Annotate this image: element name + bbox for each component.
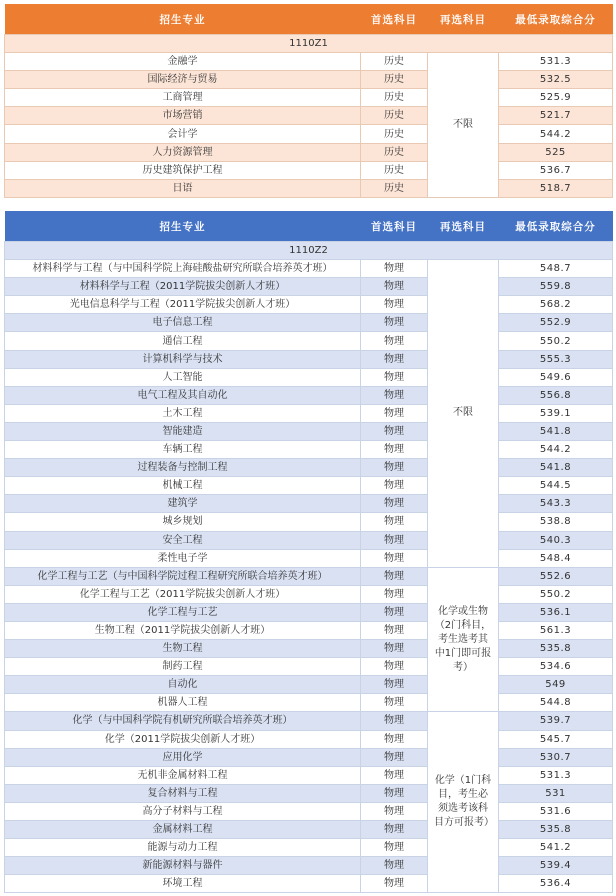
major-name: 新能源材料与器件 — [5, 857, 361, 875]
table-row — [5, 730, 613, 748]
major-name: 车辆工程 — [5, 441, 361, 459]
min-score: 521.7 — [499, 107, 613, 125]
table-row — [5, 107, 613, 125]
first-subject: 物理 — [361, 821, 428, 839]
table-row — [5, 875, 613, 893]
table-row — [5, 89, 613, 107]
table-row — [5, 567, 613, 585]
table-row — [5, 495, 613, 513]
first-subject: 物理 — [361, 332, 428, 350]
first-subject: 物理 — [361, 422, 428, 440]
table-header-row — [5, 211, 613, 242]
min-score: 530.7 — [499, 748, 613, 766]
major-name: 建筑学 — [5, 495, 361, 513]
table-row — [5, 513, 613, 531]
table-row — [5, 821, 613, 839]
table-row — [5, 802, 613, 820]
min-score: 535.8 — [499, 640, 613, 658]
table-row — [5, 404, 613, 422]
first-subject: 物理 — [361, 531, 428, 549]
table-row — [5, 278, 613, 296]
first-subject: 物理 — [361, 278, 428, 296]
major-name: 能源与动力工程 — [5, 839, 361, 857]
header-major: 招生专业 — [5, 4, 361, 35]
admission-table-physics — [4, 211, 613, 893]
major-name: 智能建造 — [5, 422, 361, 440]
table-row — [5, 712, 613, 730]
group-code: 1110Z2 — [5, 242, 613, 260]
first-subject: 物理 — [361, 368, 428, 386]
major-name: 机械工程 — [5, 477, 361, 495]
major-name: 化学工程与工艺 — [5, 603, 361, 621]
major-name: 金融学 — [5, 53, 361, 71]
table-header-row — [5, 4, 613, 35]
min-score: 525 — [499, 143, 613, 161]
first-subject: 物理 — [361, 694, 428, 712]
table-row — [5, 350, 613, 368]
table-row — [5, 621, 613, 639]
first-subject: 历史 — [361, 107, 428, 125]
table-row — [5, 531, 613, 549]
table-row — [5, 477, 613, 495]
table-row — [5, 748, 613, 766]
min-score: 531.6 — [499, 802, 613, 820]
table-row — [5, 296, 613, 314]
major-name: 人力资源管理 — [5, 143, 361, 161]
min-score: 531.3 — [499, 766, 613, 784]
major-name: 会计学 — [5, 125, 361, 143]
min-score: 552.6 — [499, 567, 613, 585]
first-subject: 物理 — [361, 567, 428, 585]
min-score: 531.3 — [499, 53, 613, 71]
min-score: 548.4 — [499, 549, 613, 567]
header-major: 招生专业 — [5, 211, 361, 242]
first-subject: 历史 — [361, 143, 428, 161]
first-subject: 物理 — [361, 549, 428, 567]
major-name: 环境工程 — [5, 875, 361, 893]
major-name: 金属材料工程 — [5, 821, 361, 839]
major-name: 过程装备与控制工程 — [5, 459, 361, 477]
first-subject: 物理 — [361, 621, 428, 639]
major-name: 生物工程 — [5, 640, 361, 658]
first-subject: 历史 — [361, 125, 428, 143]
major-name: 生物工程（2011学院拔尖创新人才班） — [5, 621, 361, 639]
table-row — [5, 368, 613, 386]
major-name: 机器人工程 — [5, 694, 361, 712]
second-subject-requirement: 化学或生物（2门科目，考生选考其中1门即可报考） — [428, 567, 499, 712]
table-row — [5, 676, 613, 694]
major-name: 人工智能 — [5, 368, 361, 386]
min-score: 541.8 — [499, 459, 613, 477]
first-subject: 物理 — [361, 676, 428, 694]
major-name: 化学（与中国科学院有机研究所联合培养英才班） — [5, 712, 361, 730]
min-score: 548.7 — [499, 260, 613, 278]
table-row — [5, 694, 613, 712]
min-score: 556.8 — [499, 386, 613, 404]
major-name: 材料科学与工程（2011学院拔尖创新人才班） — [5, 278, 361, 296]
table-row — [5, 857, 613, 875]
first-subject: 历史 — [361, 89, 428, 107]
first-subject: 物理 — [361, 477, 428, 495]
first-subject: 物理 — [361, 260, 428, 278]
major-name: 化学（2011学院拔尖创新人才班） — [5, 730, 361, 748]
min-score: 531 — [499, 784, 613, 802]
min-score: 536.7 — [499, 161, 613, 179]
first-subject: 物理 — [361, 802, 428, 820]
table-row — [5, 766, 613, 784]
major-name: 应用化学 — [5, 748, 361, 766]
min-score: 568.2 — [499, 296, 613, 314]
min-score: 561.3 — [499, 621, 613, 639]
first-subject: 物理 — [361, 350, 428, 368]
table-row — [5, 549, 613, 567]
table-row — [5, 161, 613, 179]
first-subject: 物理 — [361, 730, 428, 748]
table-row — [5, 603, 613, 621]
major-name: 柔性电子学 — [5, 549, 361, 567]
min-score: 544.2 — [499, 125, 613, 143]
min-score: 532.5 — [499, 71, 613, 89]
first-subject: 物理 — [361, 784, 428, 802]
header-min-score: 最低录取综合分 — [499, 211, 613, 242]
min-score: 550.2 — [499, 585, 613, 603]
table-row — [5, 441, 613, 459]
min-score: 549 — [499, 676, 613, 694]
first-subject: 物理 — [361, 314, 428, 332]
first-subject: 物理 — [361, 513, 428, 531]
major-name: 化学工程与工艺（与中国科学院过程工程研究所联合培养英才班） — [5, 567, 361, 585]
group-code-row — [5, 35, 613, 53]
major-name: 化学工程与工艺（2011学院拔尖创新人才班） — [5, 585, 361, 603]
min-score: 552.9 — [499, 314, 613, 332]
table-row — [5, 179, 613, 197]
min-score: 534.6 — [499, 658, 613, 676]
first-subject: 物理 — [361, 766, 428, 784]
major-name: 市场营销 — [5, 107, 361, 125]
header-first-subject: 首选科目 — [361, 211, 428, 242]
min-score: 555.3 — [499, 350, 613, 368]
major-name: 电气工程及其自动化 — [5, 386, 361, 404]
first-subject: 历史 — [361, 71, 428, 89]
second-subject-requirement: 化学（1门科目，考生必须选考该科目方可报考） — [428, 712, 499, 893]
min-score: 518.7 — [499, 179, 613, 197]
min-score: 550.2 — [499, 332, 613, 350]
second-subject-requirement: 不限 — [428, 53, 499, 198]
admission-table-history — [4, 4, 613, 198]
table-row — [5, 332, 613, 350]
header-second-subject: 再选科目 — [428, 4, 499, 35]
major-name: 城乡规划 — [5, 513, 361, 531]
first-subject: 物理 — [361, 585, 428, 603]
major-name: 历史建筑保护工程 — [5, 161, 361, 179]
min-score: 544.2 — [499, 441, 613, 459]
major-name: 复合材料与工程 — [5, 784, 361, 802]
table-row — [5, 784, 613, 802]
table-row — [5, 125, 613, 143]
major-name: 高分子材料与工程 — [5, 802, 361, 820]
first-subject: 物理 — [361, 404, 428, 422]
first-subject: 历史 — [361, 53, 428, 71]
first-subject: 物理 — [361, 640, 428, 658]
first-subject: 物理 — [361, 712, 428, 730]
min-score: 541.8 — [499, 422, 613, 440]
min-score: 535.8 — [499, 821, 613, 839]
min-score: 544.8 — [499, 694, 613, 712]
group-code-row — [5, 242, 613, 260]
table-row — [5, 53, 613, 71]
first-subject: 物理 — [361, 296, 428, 314]
major-name: 计算机科学与技术 — [5, 350, 361, 368]
min-score: 539.1 — [499, 404, 613, 422]
major-name: 通信工程 — [5, 332, 361, 350]
min-score: 539.7 — [499, 712, 613, 730]
first-subject: 物理 — [361, 495, 428, 513]
header-min-score: 最低录取综合分 — [499, 4, 613, 35]
header-first-subject: 首选科目 — [361, 4, 428, 35]
min-score: 541.2 — [499, 839, 613, 857]
table-row — [5, 260, 613, 278]
major-name: 材料科学与工程（与中国科学院上海硅酸盐研究所联合培养英才班） — [5, 260, 361, 278]
table-row — [5, 640, 613, 658]
major-name: 国际经济与贸易 — [5, 71, 361, 89]
min-score: 536.1 — [499, 603, 613, 621]
first-subject: 历史 — [361, 179, 428, 197]
min-score: 559.8 — [499, 278, 613, 296]
major-name: 土木工程 — [5, 404, 361, 422]
min-score: 540.3 — [499, 531, 613, 549]
table-row — [5, 143, 613, 161]
header-second-subject: 再选科目 — [428, 211, 499, 242]
first-subject: 物理 — [361, 386, 428, 404]
major-name: 工商管理 — [5, 89, 361, 107]
table-row — [5, 71, 613, 89]
min-score: 539.4 — [499, 857, 613, 875]
table-row — [5, 314, 613, 332]
first-subject: 物理 — [361, 459, 428, 477]
min-score: 544.5 — [499, 477, 613, 495]
table-row — [5, 459, 613, 477]
first-subject: 物理 — [361, 658, 428, 676]
table-row — [5, 386, 613, 404]
table-row — [5, 839, 613, 857]
first-subject: 物理 — [361, 875, 428, 893]
min-score: 536.4 — [499, 875, 613, 893]
major-name: 安全工程 — [5, 531, 361, 549]
first-subject: 物理 — [361, 748, 428, 766]
table-row — [5, 422, 613, 440]
major-name: 光电信息科学与工程（2011学院拔尖创新人才班） — [5, 296, 361, 314]
first-subject: 物理 — [361, 857, 428, 875]
min-score: 545.7 — [499, 730, 613, 748]
min-score: 525.9 — [499, 89, 613, 107]
min-score: 538.8 — [499, 513, 613, 531]
first-subject: 物理 — [361, 839, 428, 857]
major-name: 电子信息工程 — [5, 314, 361, 332]
first-subject: 历史 — [361, 161, 428, 179]
table-row — [5, 585, 613, 603]
major-name: 无机非金属材料工程 — [5, 766, 361, 784]
major-name: 自动化 — [5, 676, 361, 694]
first-subject: 物理 — [361, 441, 428, 459]
min-score: 543.3 — [499, 495, 613, 513]
group-code: 1110Z1 — [5, 35, 613, 53]
first-subject: 物理 — [361, 603, 428, 621]
min-score: 549.6 — [499, 368, 613, 386]
major-name: 日语 — [5, 179, 361, 197]
second-subject-requirement: 不限 — [428, 260, 499, 568]
table-row — [5, 658, 613, 676]
major-name: 制药工程 — [5, 658, 361, 676]
